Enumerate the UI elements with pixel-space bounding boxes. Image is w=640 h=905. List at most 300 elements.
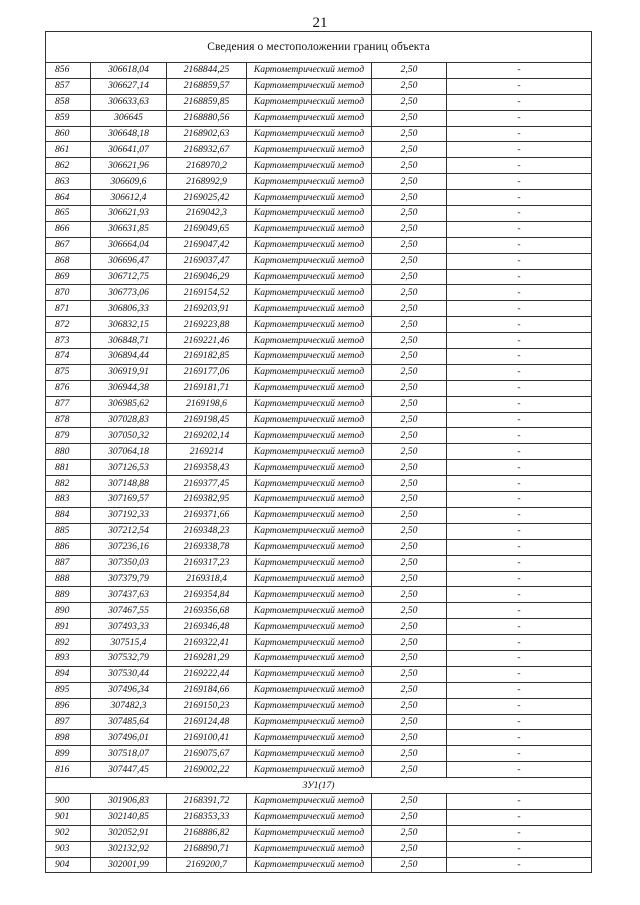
coord-x-cell: 306618,04 (91, 63, 167, 79)
method-cell: Картометрический метод (247, 221, 372, 237)
table-row (46, 317, 592, 333)
coord-y-cell: 2169221,46 (167, 333, 247, 349)
coord-x-cell: 306832,15 (91, 317, 167, 333)
accuracy-cell: 2,50 (372, 650, 447, 666)
description-cell: - (447, 730, 592, 746)
method-cell: Картометрический метод (247, 253, 372, 269)
coord-y-cell: 2169223,88 (167, 317, 247, 333)
method-cell: Картометрический метод (247, 285, 372, 301)
table-row (46, 269, 592, 285)
description-cell: - (447, 650, 592, 666)
table-row (46, 110, 592, 126)
table-row (46, 619, 592, 635)
table-row (46, 555, 592, 571)
point-number-cell: 884 (46, 507, 91, 523)
accuracy-cell: 2,50 (372, 762, 447, 778)
description-cell: - (447, 746, 592, 762)
table-row (46, 603, 592, 619)
point-number-cell: 857 (46, 78, 91, 94)
point-number-cell: 881 (46, 460, 91, 476)
coord-x-cell: 302140,85 (91, 809, 167, 825)
point-number-cell: 902 (46, 825, 91, 841)
coord-x-cell: 306621,96 (91, 158, 167, 174)
table-row (46, 349, 592, 365)
accuracy-cell: 2,50 (372, 333, 447, 349)
description-cell: - (447, 587, 592, 603)
coord-y-cell: 2169222,44 (167, 666, 247, 682)
table-row (46, 714, 592, 730)
method-cell: Картометрический метод (247, 110, 372, 126)
accuracy-cell: 2,50 (372, 476, 447, 492)
method-cell: Картометрический метод (247, 396, 372, 412)
coord-y-cell: 2169046,29 (167, 269, 247, 285)
coord-y-cell: 2168886,82 (167, 825, 247, 841)
coord-y-cell: 2168890,71 (167, 841, 247, 857)
point-number-cell: 888 (46, 571, 91, 587)
coord-y-cell: 2169377,45 (167, 476, 247, 492)
coord-y-cell: 2169124,48 (167, 714, 247, 730)
description-cell: - (447, 190, 592, 206)
point-number-cell: 887 (46, 555, 91, 571)
method-cell: Картометрический метод (247, 841, 372, 857)
description-cell: - (447, 539, 592, 555)
coord-x-cell: 307148,88 (91, 476, 167, 492)
table-row (46, 364, 592, 380)
table-row (46, 587, 592, 603)
coord-x-cell: 306609,6 (91, 174, 167, 190)
point-number-cell: 889 (46, 587, 91, 603)
table-row (46, 476, 592, 492)
description-cell: - (447, 206, 592, 222)
coord-x-cell: 307496,34 (91, 682, 167, 698)
coord-y-cell: 2169025,42 (167, 190, 247, 206)
accuracy-cell: 2,50 (372, 78, 447, 94)
description-cell: - (447, 364, 592, 380)
point-number-cell: 873 (46, 333, 91, 349)
accuracy-cell: 2,50 (372, 190, 447, 206)
point-number-cell: 899 (46, 746, 91, 762)
table-row (46, 492, 592, 508)
accuracy-cell: 2,50 (372, 507, 447, 523)
coord-x-cell: 307496,01 (91, 730, 167, 746)
coord-x-cell: 307447,45 (91, 762, 167, 778)
coord-y-cell: 2169348,23 (167, 523, 247, 539)
method-cell: Картометрический метод (247, 603, 372, 619)
description-cell: - (447, 793, 592, 809)
accuracy-cell: 2,50 (372, 94, 447, 110)
accuracy-cell: 2,50 (372, 571, 447, 587)
description-cell: - (447, 507, 592, 523)
point-number-cell: 865 (46, 206, 91, 222)
method-cell: Картометрический метод (247, 364, 372, 380)
method-cell: Картометрический метод (247, 428, 372, 444)
table-row (46, 190, 592, 206)
description-cell: - (447, 714, 592, 730)
coord-x-cell: 307126,53 (91, 460, 167, 476)
coord-y-cell: 2169047,42 (167, 237, 247, 253)
section-header-row (46, 778, 592, 794)
point-number-cell: 885 (46, 523, 91, 539)
accuracy-cell: 2,50 (372, 285, 447, 301)
table-row (46, 285, 592, 301)
coord-x-cell: 307064,18 (91, 444, 167, 460)
table-row (46, 635, 592, 651)
accuracy-cell: 2,50 (372, 396, 447, 412)
table-title-row (46, 32, 592, 63)
method-cell: Картометрический метод (247, 714, 372, 730)
table-row (46, 444, 592, 460)
coord-y-cell: 2168353,33 (167, 809, 247, 825)
method-cell: Картометрический метод (247, 746, 372, 762)
description-cell: - (447, 126, 592, 142)
table-row (46, 571, 592, 587)
point-number-cell: 866 (46, 221, 91, 237)
coord-x-cell: 306664,04 (91, 237, 167, 253)
method-cell: Картометрический метод (247, 380, 372, 396)
method-cell: Картометрический метод (247, 809, 372, 825)
accuracy-cell: 2,50 (372, 317, 447, 333)
point-number-cell: 898 (46, 730, 91, 746)
point-number-cell: 900 (46, 793, 91, 809)
table-row (46, 396, 592, 412)
point-number-cell: 891 (46, 619, 91, 635)
coord-x-cell: 306773,06 (91, 285, 167, 301)
coord-x-cell: 306627,14 (91, 78, 167, 94)
description-cell: - (447, 349, 592, 365)
description-cell: - (447, 428, 592, 444)
table-row (46, 698, 592, 714)
method-cell: Картометрический метод (247, 571, 372, 587)
accuracy-cell: 2,50 (372, 253, 447, 269)
table-row (46, 539, 592, 555)
accuracy-cell: 2,50 (372, 682, 447, 698)
description-cell: - (447, 619, 592, 635)
coord-x-cell: 306894,44 (91, 349, 167, 365)
coord-x-cell: 306648,18 (91, 126, 167, 142)
accuracy-cell: 2,50 (372, 523, 447, 539)
point-number-cell: 877 (46, 396, 91, 412)
description-cell: - (447, 380, 592, 396)
method-cell: Картометрический метод (247, 412, 372, 428)
table-row (46, 412, 592, 428)
description-cell: - (447, 444, 592, 460)
description-cell: - (447, 809, 592, 825)
point-number-cell: 863 (46, 174, 91, 190)
method-cell: Картометрический метод (247, 619, 372, 635)
coord-y-cell: 2168992,9 (167, 174, 247, 190)
table-row (46, 841, 592, 857)
method-cell: Картометрический метод (247, 126, 372, 142)
method-cell: Картометрический метод (247, 174, 372, 190)
table-row (46, 380, 592, 396)
table-row (46, 63, 592, 79)
description-cell: - (447, 571, 592, 587)
method-cell: Картометрический метод (247, 539, 372, 555)
method-cell: Картометрический метод (247, 190, 372, 206)
coord-x-cell: 307467,55 (91, 603, 167, 619)
description-cell: - (447, 269, 592, 285)
accuracy-cell: 2,50 (372, 444, 447, 460)
coord-x-cell: 306919,91 (91, 364, 167, 380)
point-number-cell: 856 (46, 63, 91, 79)
coord-x-cell: 307050,32 (91, 428, 167, 444)
point-number-cell: 867 (46, 237, 91, 253)
accuracy-cell: 2,50 (372, 206, 447, 222)
method-cell: Картометрический метод (247, 507, 372, 523)
point-number-cell: 882 (46, 476, 91, 492)
coord-y-cell: 2168844,25 (167, 63, 247, 79)
coord-x-cell: 307482,3 (91, 698, 167, 714)
method-cell: Картометрический метод (247, 730, 372, 746)
table-row (46, 825, 592, 841)
coord-y-cell: 2169182,85 (167, 349, 247, 365)
table-row (46, 221, 592, 237)
coord-x-cell: 307515,4 (91, 635, 167, 651)
coord-y-cell: 2169037,47 (167, 253, 247, 269)
method-cell: Картометрический метод (247, 206, 372, 222)
table-row (46, 94, 592, 110)
accuracy-cell: 2,50 (372, 380, 447, 396)
description-cell: - (447, 603, 592, 619)
method-cell: Картометрический метод (247, 698, 372, 714)
table-row (46, 666, 592, 682)
accuracy-cell: 2,50 (372, 237, 447, 253)
coord-x-cell: 307530,44 (91, 666, 167, 682)
method-cell: Картометрический метод (247, 349, 372, 365)
table-row (46, 142, 592, 158)
accuracy-cell: 2,50 (372, 746, 447, 762)
point-number-cell: 880 (46, 444, 91, 460)
description-cell: - (447, 63, 592, 79)
accuracy-cell: 2,50 (372, 809, 447, 825)
coord-y-cell: 2169198,45 (167, 412, 247, 428)
method-cell: Картометрический метод (247, 555, 372, 571)
coord-y-cell: 2169075,67 (167, 746, 247, 762)
table-row (46, 650, 592, 666)
point-number-cell: 893 (46, 650, 91, 666)
method-cell: Картометрический метод (247, 793, 372, 809)
method-cell: Картометрический метод (247, 762, 372, 778)
coord-y-cell: 2169318,4 (167, 571, 247, 587)
description-cell: - (447, 110, 592, 126)
description-cell: - (447, 523, 592, 539)
coord-y-cell: 2169200,7 (167, 857, 247, 873)
coord-x-cell: 306985,62 (91, 396, 167, 412)
coord-y-cell: 2169002,22 (167, 762, 247, 778)
method-cell: Картометрический метод (247, 317, 372, 333)
coord-x-cell: 306696,47 (91, 253, 167, 269)
point-number-cell: 874 (46, 349, 91, 365)
table-row (46, 523, 592, 539)
point-number-cell: 872 (46, 317, 91, 333)
description-cell: - (447, 78, 592, 94)
point-number-cell: 878 (46, 412, 91, 428)
method-cell: Картометрический метод (247, 333, 372, 349)
accuracy-cell: 2,50 (372, 349, 447, 365)
description-cell: - (447, 635, 592, 651)
point-number-cell: 859 (46, 110, 91, 126)
coord-x-cell: 302052,91 (91, 825, 167, 841)
accuracy-cell: 2,50 (372, 460, 447, 476)
method-cell: Картометрический метод (247, 825, 372, 841)
method-cell: Картометрический метод (247, 269, 372, 285)
table-title: Сведения о местоположении границ объекта (46, 32, 592, 63)
accuracy-cell: 2,50 (372, 555, 447, 571)
coord-y-cell: 2169358,43 (167, 460, 247, 476)
accuracy-cell: 2,50 (372, 714, 447, 730)
method-cell: Картометрический метод (247, 460, 372, 476)
coord-y-cell: 2169382,95 (167, 492, 247, 508)
method-cell: Картометрический метод (247, 476, 372, 492)
coord-y-cell: 2168859,85 (167, 94, 247, 110)
table-row (46, 78, 592, 94)
coord-y-cell: 2169042,3 (167, 206, 247, 222)
method-cell: Картометрический метод (247, 301, 372, 317)
page-number: 21 (312, 15, 328, 31)
method-cell: Картометрический метод (247, 237, 372, 253)
method-cell: Картометрический метод (247, 444, 372, 460)
table-row (46, 158, 592, 174)
method-cell: Картометрический метод (247, 492, 372, 508)
coord-y-cell: 2168880,56 (167, 110, 247, 126)
accuracy-cell: 2,50 (372, 793, 447, 809)
table-row (46, 809, 592, 825)
accuracy-cell: 2,50 (372, 619, 447, 635)
table-row (46, 428, 592, 444)
coord-x-cell: 306806,33 (91, 301, 167, 317)
coord-x-cell: 306712,75 (91, 269, 167, 285)
coord-x-cell: 307169,57 (91, 492, 167, 508)
coord-y-cell: 2169281,29 (167, 650, 247, 666)
description-cell: - (447, 825, 592, 841)
point-number-cell: 861 (46, 142, 91, 158)
accuracy-cell: 2,50 (372, 492, 447, 508)
coord-y-cell: 2169322,41 (167, 635, 247, 651)
table-row (46, 507, 592, 523)
point-number-cell: 901 (46, 809, 91, 825)
coord-x-cell: 307493,33 (91, 619, 167, 635)
coord-y-cell: 2169198,6 (167, 396, 247, 412)
coord-x-cell: 306621,93 (91, 206, 167, 222)
point-number-cell: 871 (46, 301, 91, 317)
coord-y-cell: 2169371,66 (167, 507, 247, 523)
description-cell: - (447, 333, 592, 349)
point-number-cell: 875 (46, 364, 91, 380)
coord-x-cell: 306631,85 (91, 221, 167, 237)
table-row (46, 126, 592, 142)
coord-x-cell: 307350,03 (91, 555, 167, 571)
description-cell: - (447, 476, 592, 492)
coord-y-cell: 2169150,23 (167, 698, 247, 714)
coord-x-cell: 307532,79 (91, 650, 167, 666)
description-cell: - (447, 174, 592, 190)
description-cell: - (447, 253, 592, 269)
point-number-cell: 870 (46, 285, 91, 301)
boundary-table (45, 31, 592, 873)
accuracy-cell: 2,50 (372, 126, 447, 142)
coord-y-cell: 2168932,67 (167, 142, 247, 158)
section-label: ЗУ1(17) (46, 778, 592, 794)
coord-x-cell: 302132,92 (91, 841, 167, 857)
accuracy-cell: 2,50 (372, 269, 447, 285)
table-row (46, 730, 592, 746)
point-number-cell: 892 (46, 635, 91, 651)
description-cell: - (447, 142, 592, 158)
coord-x-cell: 306944,38 (91, 380, 167, 396)
point-number-cell: 894 (46, 666, 91, 682)
accuracy-cell: 2,50 (372, 158, 447, 174)
method-cell: Картометрический метод (247, 587, 372, 603)
coord-y-cell: 2168859,57 (167, 78, 247, 94)
coord-x-cell: 307518,07 (91, 746, 167, 762)
coord-y-cell: 2169184,66 (167, 682, 247, 698)
description-cell: - (447, 841, 592, 857)
table-row (46, 206, 592, 222)
accuracy-cell: 2,50 (372, 174, 447, 190)
accuracy-cell: 2,50 (372, 142, 447, 158)
description-cell: - (447, 857, 592, 873)
accuracy-cell: 2,50 (372, 221, 447, 237)
coord-x-cell: 307437,63 (91, 587, 167, 603)
coord-x-cell: 301906,83 (91, 793, 167, 809)
method-cell: Картометрический метод (247, 78, 372, 94)
method-cell: Картометрический метод (247, 666, 372, 682)
description-cell: - (447, 285, 592, 301)
coord-x-cell: 307192,33 (91, 507, 167, 523)
point-number-cell: 816 (46, 762, 91, 778)
point-number-cell: 883 (46, 492, 91, 508)
method-cell: Картометрический метод (247, 857, 372, 873)
accuracy-cell: 2,50 (372, 539, 447, 555)
method-cell: Картометрический метод (247, 682, 372, 698)
coord-y-cell: 2168970,2 (167, 158, 247, 174)
description-cell: - (447, 221, 592, 237)
point-number-cell: 890 (46, 603, 91, 619)
point-number-cell: 860 (46, 126, 91, 142)
accuracy-cell: 2,50 (372, 63, 447, 79)
method-cell: Картометрический метод (247, 523, 372, 539)
point-number-cell: 868 (46, 253, 91, 269)
method-cell: Картометрический метод (247, 635, 372, 651)
coord-x-cell: 306645 (91, 110, 167, 126)
point-number-cell: 904 (46, 857, 91, 873)
coord-x-cell: 306848,71 (91, 333, 167, 349)
method-cell: Картометрический метод (247, 94, 372, 110)
accuracy-cell: 2,50 (372, 635, 447, 651)
coord-y-cell: 2169356,68 (167, 603, 247, 619)
coord-x-cell: 307485,64 (91, 714, 167, 730)
description-cell: - (447, 460, 592, 476)
coord-y-cell: 2169177,06 (167, 364, 247, 380)
table-row (46, 301, 592, 317)
method-cell: Картометрический метод (247, 650, 372, 666)
coord-y-cell: 2169317,23 (167, 555, 247, 571)
accuracy-cell: 2,50 (372, 666, 447, 682)
description-cell: - (447, 666, 592, 682)
coord-y-cell: 2169346,48 (167, 619, 247, 635)
description-cell: - (447, 317, 592, 333)
description-cell: - (447, 94, 592, 110)
description-cell: - (447, 301, 592, 317)
table-row (46, 762, 592, 778)
coord-x-cell: 302001,99 (91, 857, 167, 873)
coord-x-cell: 307212,54 (91, 523, 167, 539)
description-cell: - (447, 762, 592, 778)
coord-x-cell: 306641,07 (91, 142, 167, 158)
description-cell: - (447, 682, 592, 698)
coord-y-cell: 2169202,14 (167, 428, 247, 444)
point-number-cell: 896 (46, 698, 91, 714)
